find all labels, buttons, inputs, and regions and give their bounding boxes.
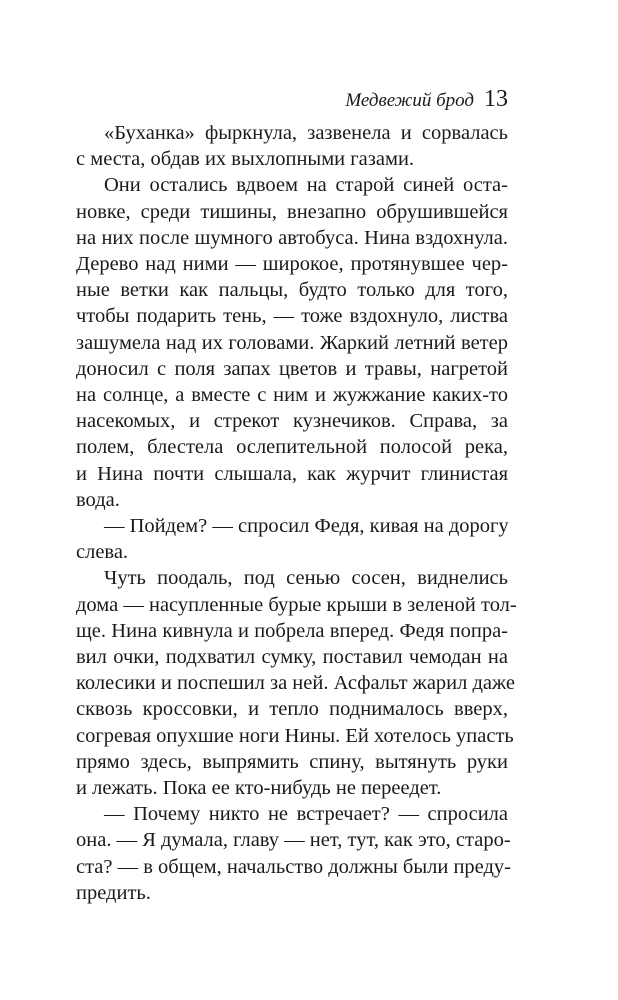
text-line: вода. xyxy=(76,488,120,511)
text-line: зашумела над их головами. Жаркий летний ветер xyxy=(76,331,508,354)
text-line: — Пойдем? — спросил Федя, кивая на дорогу xyxy=(104,515,509,538)
text-line: «Буханка» фыркнула, зазвенела и сорвалась xyxy=(104,122,508,144)
text-line: ста? — в общем, начальство должны были преду- xyxy=(76,855,511,878)
text-line: чтобы подарить тень, — тоже вздохнуло, листва xyxy=(76,305,508,328)
text-line: колесики и поспешил за ней. Асфальт жарил даже xyxy=(76,672,516,695)
text-line: дома — насупленные бурые крыши в зеленой тол- xyxy=(76,593,517,616)
text-line: и лежать. Пока ее кто-нибудь не переедет. xyxy=(76,777,442,800)
text-line: Чуть поодаль, под сенью сосен, виднелись xyxy=(104,567,508,590)
text-line: согревая опухшие ноги Нины. Ей хотелось упасть xyxy=(76,724,514,747)
text-line: на них после шумного автобуса. Нина вздохнула. xyxy=(76,226,508,249)
text-line: с места, обдав их выхлопными газами. xyxy=(76,148,415,171)
text-line: предить. xyxy=(76,881,151,904)
running-title: Медвежий брод xyxy=(345,90,474,111)
text-line: полем, блестела ослепительной полосой река, xyxy=(76,436,508,459)
text-line: насекомых, и стрекот кузнечиков. Справа, за xyxy=(76,410,508,433)
text-line: новке, среди тишины, внезапно обрушившейся xyxy=(76,200,508,223)
body-text xyxy=(76,120,517,906)
running-header xyxy=(345,86,508,113)
text-line: она. — Я думала, главу — нет, тут, как это, старо- xyxy=(76,829,511,852)
text-line: ные ветки как пальцы, будто только для того, xyxy=(76,279,508,302)
text-line: Дерево над ними — широкое, протянувшее чер- xyxy=(76,253,508,276)
text-line: и Нина почти слышала, как журчит глинистая xyxy=(76,462,508,485)
text-line: прямо здесь, выпрямить спину, вытянуть руки xyxy=(76,750,508,773)
text-line: — Почему никто не встречает? — спросила xyxy=(104,803,508,826)
text-line: Они остались вдвоем на старой синей оста- xyxy=(104,174,508,197)
text-line: слева. xyxy=(76,541,129,564)
text-line: ще. Нина кивнула и побрела вперед. Федя попра- xyxy=(76,619,508,642)
page-number: 13 xyxy=(484,86,508,112)
text-line: сквозь кроссовки, и тепло поднималось вверх, xyxy=(76,698,508,721)
text-line: доносил с поля запах цветов и травы, нагретой xyxy=(76,357,508,380)
text-line: вил очки, подхватил сумку, поставил чемодан на xyxy=(76,646,508,669)
text-line: на солнце, а вместе с ним и жужжание каких-то xyxy=(76,384,508,407)
